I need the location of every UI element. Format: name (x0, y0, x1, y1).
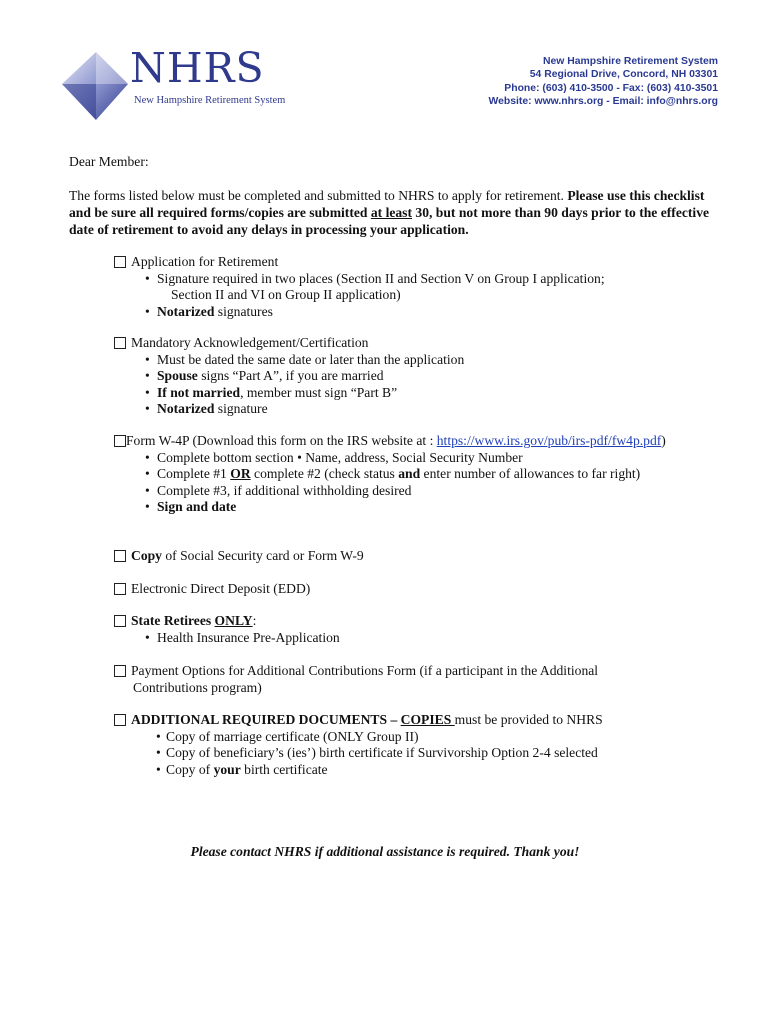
list-item (114, 401, 464, 418)
text: signatures (214, 303, 273, 319)
list-item (114, 466, 666, 483)
list-item: • Signature required in two places (Section II and Section V on Group I application; (114, 271, 605, 288)
contact-phone: Phone: (603) 410-3500 - Fax: (603) 410-3501 (504, 82, 718, 94)
bold-text: Copy (131, 548, 162, 563)
checkbox-payment-options[interactable] (114, 665, 126, 677)
logo-wordmark: NHRS (130, 44, 265, 92)
list-item: • Complete bottom section • Name, address, Social Security Number (114, 450, 666, 467)
text: must be provided to NHRS (454, 712, 603, 727)
text: ) (661, 433, 666, 448)
list-item (114, 385, 464, 402)
text: signature (214, 401, 268, 416)
item-additional-docs (114, 712, 603, 778)
bold-text: and (398, 466, 421, 481)
checkbox-state-retirees[interactable] (114, 615, 126, 627)
item-title: Form W-4P (Download this form on the IRS website at : (126, 433, 437, 448)
bold-text: COPIES (400, 712, 455, 727)
list-item: • Copy of beneficiary’s (ies’) birth certificate if Survivorship Option 2-4 selected (114, 745, 603, 762)
list-item: Section II and VI on Group II application) (171, 287, 401, 302)
checkbox-w4p[interactable] (114, 435, 126, 447)
item-payment-options (114, 663, 598, 696)
logo-subtitle: New Hampshire Retirement System (134, 95, 286, 106)
nhrs-logo (60, 44, 290, 122)
contact-org: New Hampshire Retirement System (543, 56, 718, 67)
item-application (114, 254, 605, 320)
item-title: Mandatory Acknowledgement/Certification (131, 335, 369, 350)
contact-block (488, 55, 718, 109)
bold-text: State Retirees (131, 613, 215, 628)
contact-address: 54 Regional Drive, Concord, NH 03301 (529, 69, 718, 81)
text: of Social Security card or Form W-9 (161, 548, 364, 563)
bold-text: Notarized (157, 401, 215, 416)
intro-text-4: 30, but not more than 90 days prior to the effective date of retirement to avoid any delays in processing your application. (69, 205, 710, 237)
text: birth certificate (240, 761, 328, 777)
intro-paragraph (69, 187, 719, 238)
list-item (114, 499, 666, 516)
bold-text: ADDITIONAL REQUIRED DOCUMENTS – (131, 712, 401, 727)
diamond-logo-icon (60, 50, 130, 122)
list-item (114, 304, 605, 321)
bold-text: If not married (157, 384, 241, 400)
text: : (252, 613, 257, 628)
item-title: Application for Retirement (131, 254, 279, 269)
item-edd (114, 581, 310, 598)
list-item: • Complete #3, if additional withholding desired (114, 483, 666, 500)
item-mandatory (114, 335, 464, 418)
greeting: Dear Member: (69, 154, 149, 169)
closing-note: Please contact NHRS if additional assistance is required. Thank you! (190, 844, 580, 859)
checkbox-copy-ss[interactable] (114, 550, 126, 562)
text: enter number of allowances to far right) (420, 466, 641, 481)
bold-text: Spouse (157, 368, 198, 383)
list-item (114, 368, 464, 385)
bold-text: OR (230, 466, 251, 481)
checkbox-mandatory[interactable] (114, 337, 126, 349)
item-title: Electronic Direct Deposit (EDD) (131, 581, 311, 596)
text: Complete #1 (157, 466, 231, 481)
text: , member must sign “Part B” (240, 384, 398, 400)
item-title-cont: Contributions program) (133, 679, 262, 695)
item-w4p (114, 433, 666, 516)
intro-text-1: The forms listed below must be completed and submitted to NHRS to apply for retirement. (69, 188, 568, 203)
checkbox-edd[interactable] (114, 583, 126, 595)
bold-text: Sign and date (157, 499, 237, 514)
intro-text-2: Please use this checklist and be sure all required forms/copies are submitted (69, 188, 705, 220)
list-item: • Copy of marriage certificate (ONLY Group II) (114, 729, 603, 746)
item-copy-ss (114, 548, 364, 565)
contact-web-email: Website: www.nhrs.org - Email: info@nhrs.org (488, 96, 718, 108)
text: Copy of (166, 761, 214, 777)
list-item (114, 762, 603, 779)
bold-text: Notarized (157, 303, 215, 319)
irs-link[interactable]: https://www.irs.gov/pub/irs-pdf/fw4p.pdf (436, 433, 662, 448)
checkbox-application[interactable] (114, 256, 126, 268)
bold-text: ONLY (214, 613, 253, 628)
intro-text-3: at least (370, 205, 412, 220)
checkbox-additional-docs[interactable] (114, 714, 126, 726)
list-item: • Health Insurance Pre-Application (114, 630, 340, 647)
text: complete #2 (check status (250, 466, 399, 481)
item-title: Payment Options for Additional Contributions Form (if a participant in the Additional (131, 663, 599, 678)
list-item: • Must be dated the same date or later than the application (114, 352, 464, 369)
item-state-retirees (114, 613, 340, 646)
text: signs “Part A”, if you are married (197, 368, 384, 383)
bold-text: your (213, 761, 241, 777)
